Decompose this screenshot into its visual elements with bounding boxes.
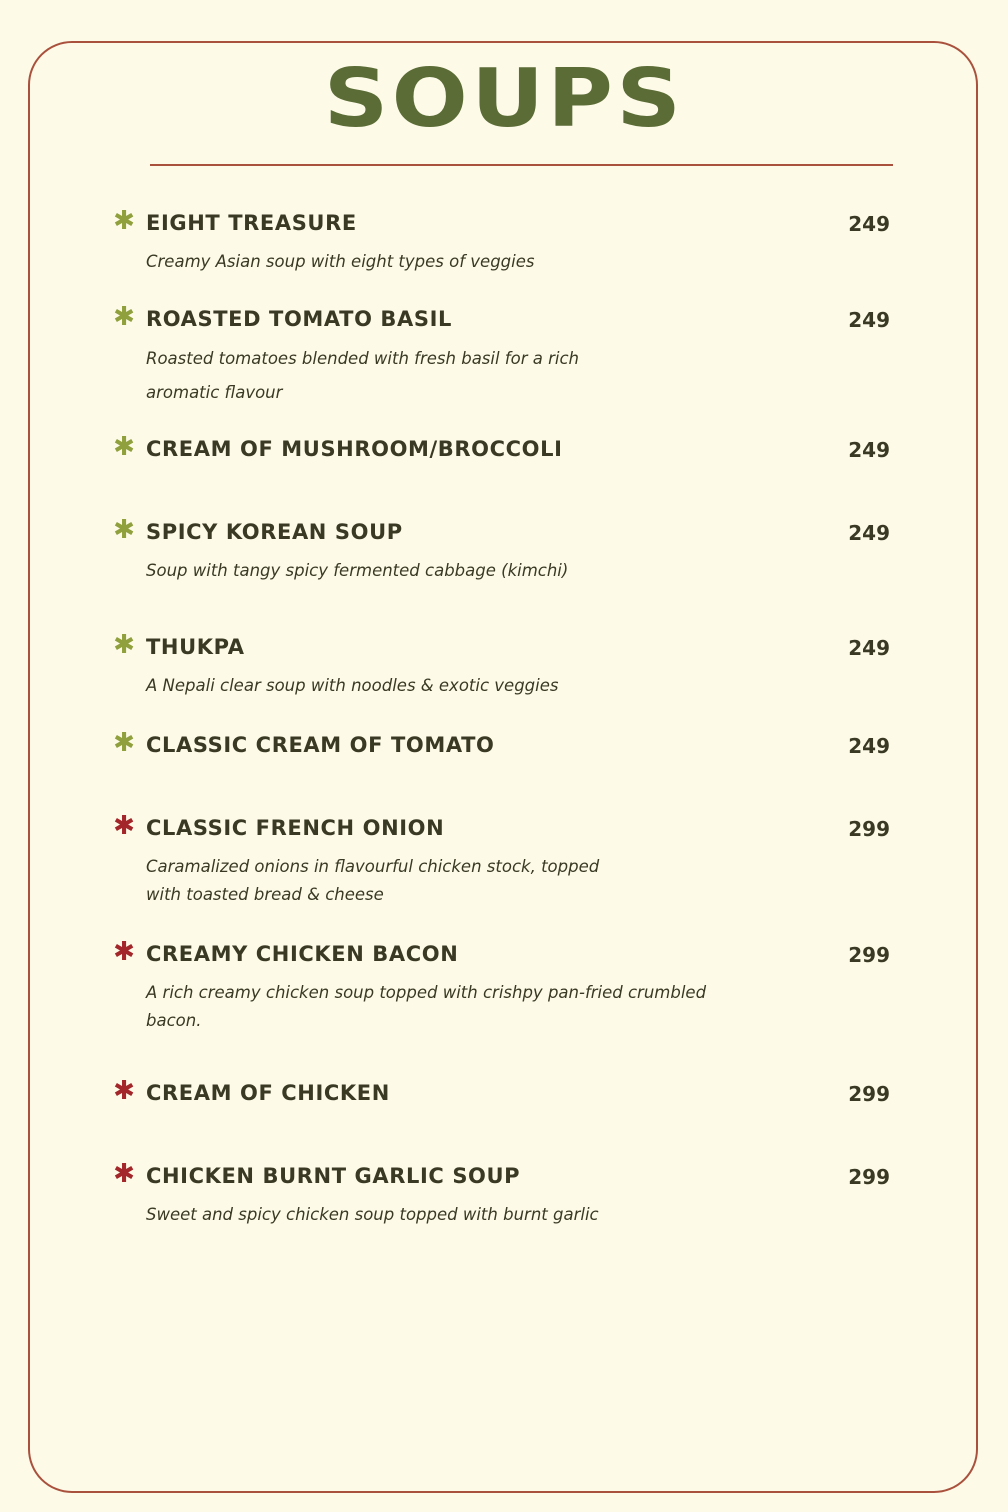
veg-star-icon: ✱ bbox=[113, 302, 135, 332]
item-price: 299 bbox=[848, 943, 890, 967]
item-price: 249 bbox=[848, 734, 890, 758]
item-description: Caramalized onions in flavourful chicken stock, topped with toasted bread & cheese bbox=[146, 857, 600, 904]
veg-star-icon: ✱ bbox=[113, 630, 135, 660]
item-name: CLASSIC CREAM OF TOMATO bbox=[146, 733, 495, 757]
nonveg-star-icon: ✱ bbox=[113, 1159, 135, 1189]
item-price: 249 bbox=[848, 308, 890, 332]
veg-star-icon: ✱ bbox=[113, 728, 135, 758]
nonveg-star-icon: ✱ bbox=[113, 937, 135, 967]
item-name: SPICY KOREAN SOUP bbox=[146, 520, 403, 544]
item-price: 299 bbox=[848, 1165, 890, 1189]
item-price: 249 bbox=[848, 212, 890, 236]
item-description: Soup with tangy spicy fermented cabbage (kimchi) bbox=[146, 561, 569, 580]
item-price: 249 bbox=[848, 636, 890, 660]
item-name: CREAM OF CHICKEN bbox=[146, 1081, 390, 1105]
nonveg-star-icon: ✱ bbox=[113, 811, 135, 841]
item-name: CREAM OF MUSHROOM/BROCCOLI bbox=[146, 437, 563, 461]
veg-star-icon: ✱ bbox=[113, 432, 135, 462]
item-name: CHICKEN BURNT GARLIC SOUP bbox=[146, 1164, 521, 1188]
item-description: A rich creamy chicken soup topped with crishpy pan-fried crumbled bacon. bbox=[146, 983, 707, 1030]
item-name: THUKPA bbox=[146, 635, 245, 659]
item-description: Sweet and spicy chicken soup topped with burnt garlic bbox=[146, 1205, 599, 1224]
item-price: 249 bbox=[848, 438, 890, 462]
item-name: CREAMY CHICKEN BACON bbox=[146, 942, 459, 966]
veg-star-icon: ✱ bbox=[113, 206, 135, 236]
nonveg-star-icon: ✱ bbox=[113, 1076, 135, 1106]
divider bbox=[150, 164, 893, 166]
page-title: SOUPS bbox=[323, 52, 685, 145]
item-price: 299 bbox=[848, 1082, 890, 1106]
item-name: CLASSIC FRENCH ONION bbox=[146, 816, 445, 840]
item-description: Roasted tomatoes blended with fresh basil for a rich aromatic flavour bbox=[146, 349, 579, 402]
item-price: 249 bbox=[848, 521, 890, 545]
item-name: EIGHT TREASURE bbox=[146, 211, 357, 235]
item-price: 299 bbox=[848, 817, 890, 841]
item-description: Creamy Asian soup with eight types of veggies bbox=[146, 252, 535, 271]
item-name: ROASTED TOMATO BASIL bbox=[146, 307, 453, 331]
item-description: A Nepali clear soup with noodles & exotic veggies bbox=[146, 676, 559, 695]
veg-star-icon: ✱ bbox=[113, 515, 135, 545]
